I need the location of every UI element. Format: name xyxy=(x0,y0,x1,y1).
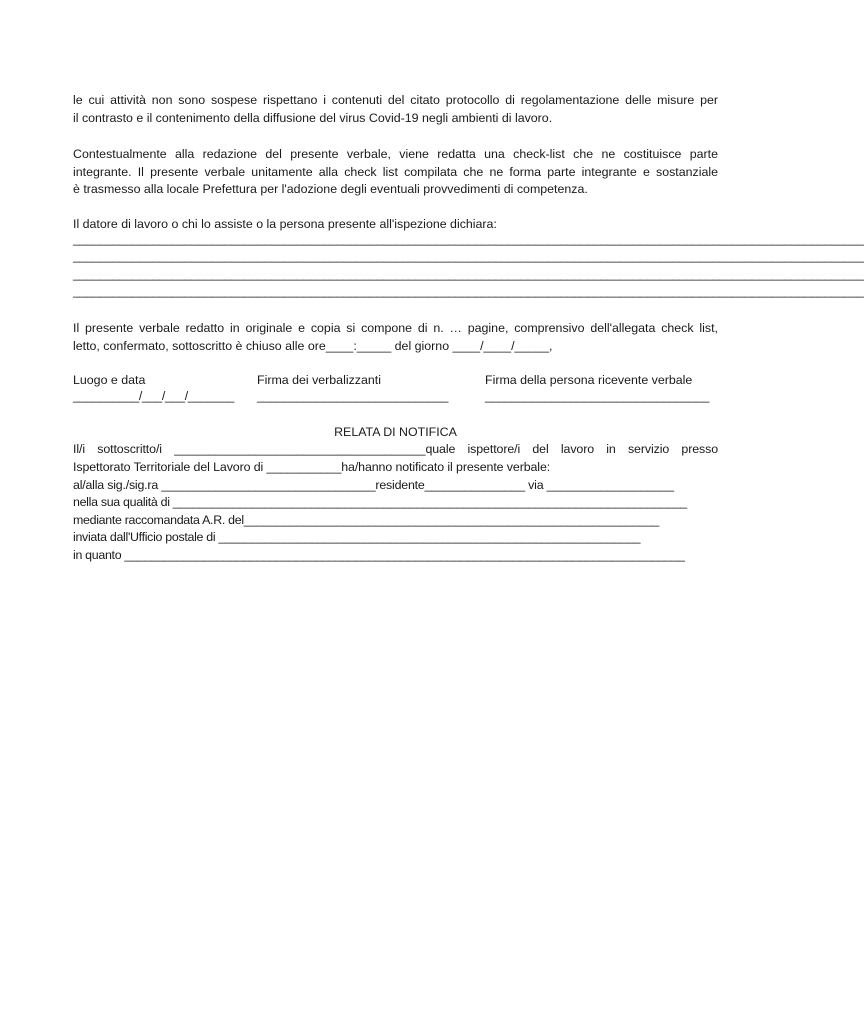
notifica-line-3: al/alla sig./sig.ra ________________________________residente_______________ via ___________________ xyxy=(73,478,674,492)
notifica-title: RELATA DI NOTIFICA xyxy=(334,425,457,439)
place-date-field[interactable]: __________/___/___/_______ xyxy=(73,389,235,403)
notifica-line-6: inviata dall'Ufficio postale di ________________________________________________________________ xyxy=(73,530,641,544)
recipient-signature-label: Firma della persona ricevente verbale xyxy=(485,373,693,387)
declaration-label: Il datore di lavoro o chi lo assiste o la persona presente all'ispezione dichiara: xyxy=(73,217,497,231)
checklist-line-1: Contestualmente alla redazione del presente verbale, viene redatta una check-list che ne costituisce parte xyxy=(73,147,718,161)
intro-line-2: il contrasto e il contenimento della diffusione del virus Covid-19 negli ambienti di lavoro. xyxy=(73,111,553,125)
notifica-line-2: Ispettorato Territoriale del Lavoro di ___________ha/hanno notificato il presente verbale: xyxy=(73,460,551,474)
declaration-rule-1[interactable]: ________________________________________________________________________________________________________________________ xyxy=(73,232,864,246)
notifica-line-5: mediante raccomandata A.R. del_______________________________________________________________ xyxy=(73,513,660,527)
closing-line-2: letto, confermato, sottoscritto è chiuso alle ore____:_____ del giorno ____/____/_____, xyxy=(73,339,553,353)
checklist-line-2: integrante. Il presente verbale unitamente alla check list compilata che ne forma parte integrante e sostanziale xyxy=(73,165,718,179)
notifica-line-1: Il/i sottoscritto/i _____________________________________quale ispettore/i del lavoro in servizio presso xyxy=(73,442,718,456)
place-date-label: Luogo e data xyxy=(73,373,146,387)
notifica-line-4: nella sua qualità di ______________________________________________________________________________ xyxy=(73,495,687,509)
notifica-line-7: in quanto _____________________________________________________________________________________ xyxy=(73,548,685,562)
closing-line-1: Il presente verbale redatto in originale e copia si compone di n. … pagine, comprensivo dell'allegata check list, xyxy=(73,321,718,335)
declaration-rule-3[interactable]: ________________________________________________________________________________________________________________________ xyxy=(73,267,864,281)
intro-line-1: le cui attività non sono sospese rispettano i contenuti del citato protocollo di regolamentazione delle misure per xyxy=(73,93,718,107)
inspectors-signature-label: Firma dei verbalizzanti xyxy=(257,373,381,387)
declaration-rule-4[interactable]: ________________________________________________________________________________________________________________________ xyxy=(73,284,864,298)
inspectors-signature-field[interactable]: _____________________________ xyxy=(257,389,449,403)
recipient-signature-field[interactable]: __________________________________ xyxy=(485,389,710,403)
declaration-rule-2[interactable]: ________________________________________________________________________________________________________________________ xyxy=(73,249,864,263)
checklist-line-3: è trasmesso alla locale Prefettura per l'adozione degli eventuali provvedimenti di competenza. xyxy=(73,182,588,196)
